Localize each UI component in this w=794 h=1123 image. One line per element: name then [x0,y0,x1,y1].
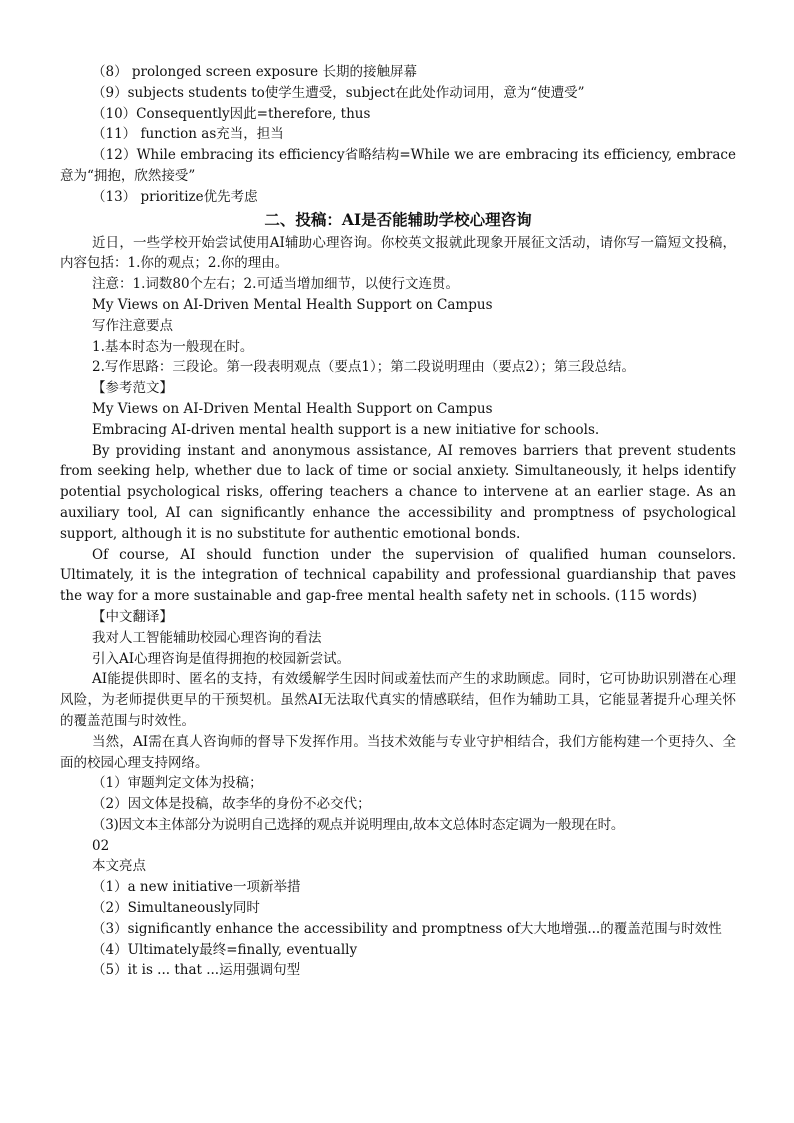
analysis-item: （3)因文本主体部分为说明自己选择的观点并说明理由,故本文总体时态定调为一般现在时。 [92,816,625,833]
highlights-heading: 本文亮点 [92,858,146,875]
sample-heading: 【参考范文】 [92,380,173,397]
vocab-item: （10）Consequently因此=therefore, thus [92,105,371,122]
highlight-item: （5）it is ... that ...运用强调句型 [92,962,301,979]
translation-paragraph: 引入AI心理咨询是值得拥抱的校园新尝试。 [92,650,351,667]
section-title: 二、投稿：AI是否能辅助学校心理咨询 [264,209,532,229]
prompt-text: 近日，一些学校开始尝试使用AI辅助心理咨询。你校英文报就此现象开展征文活动，请你写一篇短文投稿，内容包括：1.你的观点；2.你的理由。 [60,234,736,272]
tip-item: 1.基本时态为一般现在时。 [92,338,254,355]
analysis-item: （2）因文体是投稿，故李华的身份不必交代； [92,796,371,813]
vocab-item: （13） prioritize优先考虑 [92,188,258,205]
document-page [60,62,736,981]
translation-title: 我对人工智能辅助校园心理咨询的看法 [92,629,322,646]
tips-heading: 写作注意要点 [92,317,173,334]
tip-item: 2.写作思路：三段论。第一段表明观点（要点1）；第二段说明理由（要点2）；第三段总结。 [92,359,636,376]
highlight-item: （3）significantly enhance the accessibility and promptness of大大地增强...的覆盖范围与时效性 [92,920,722,937]
translation-paragraph: 当然，AI需在真人咨询师的督导下发挥作用。当技术效能与专业守护相结合，我们方能构建一个更持久、全面的校园心理支持网络。 [60,733,736,771]
essay-title: My Views on AI-Driven Mental Health Support on Campus [92,296,493,313]
essay-title: My Views on AI-Driven Mental Health Support on Campus [92,400,493,417]
notes-text: 注意：1.词数80个左右；2.可适当增加细节，以使行文连贯。 [92,276,459,293]
translation-heading: 【中文翻译】 [92,608,173,625]
essay-paragraph: Embracing AI-driven mental health support is a new initiative for schools. [92,421,600,438]
essay-paragraph: Of course, AI should function under the supervision of qualified human counselors. Ultimately, it is the integration of technical capability and professional guardianship that paves the way for a more sustainable and gap-free mental health safety net in schools. (115 words) [60,546,736,605]
highlight-item: （4）Ultimately最终=finally, eventually [92,941,358,958]
vocab-item: （9）subjects students to使学生遭受，subject在此处作动词用，意为“使遭受” [92,84,585,101]
analysis-item: （1）审题判定文体为投稿； [92,775,263,792]
vocab-item: （11） function as充当，担当 [92,126,284,143]
highlight-item: （1）a new initiative一项新举措 [92,879,301,896]
essay-paragraph: By providing instant and anonymous assistance, AI removes barriers that prevent students from seeking help, whether due to lack of time or social anxiety. Simultaneously, it helps identify potential psychological risks, offering teachers a chance to intervene at an earlier stage. As an auxiliary tool, AI can significantly enhance the accessibility and promptness of psychological support, although it is no substitute for authentic emotional bonds. [60,442,736,542]
vocab-item: （12）While embracing its efficiency省略结构=While we are embracing its efficiency, embrace意为“拥抱，欣然接受” [60,147,736,184]
vocab-item: （8） prolonged screen exposure 长期的接触屏幕 [92,64,417,80]
translation-paragraph: AI能提供即时、匿名的支持，有效缓解学生因时间或羞怯而产生的求助顾虑。同时，它可协助识别潜在心理风险，为老师提供更早的干预契机。虽然AI无法取代真实的情感联结，但作为辅助工具，它能显著提升心理关怀的覆盖范围与时效性。 [60,671,736,729]
highlight-item: （2）Simultaneously同时 [92,900,260,917]
section-number: 02 [92,837,110,854]
